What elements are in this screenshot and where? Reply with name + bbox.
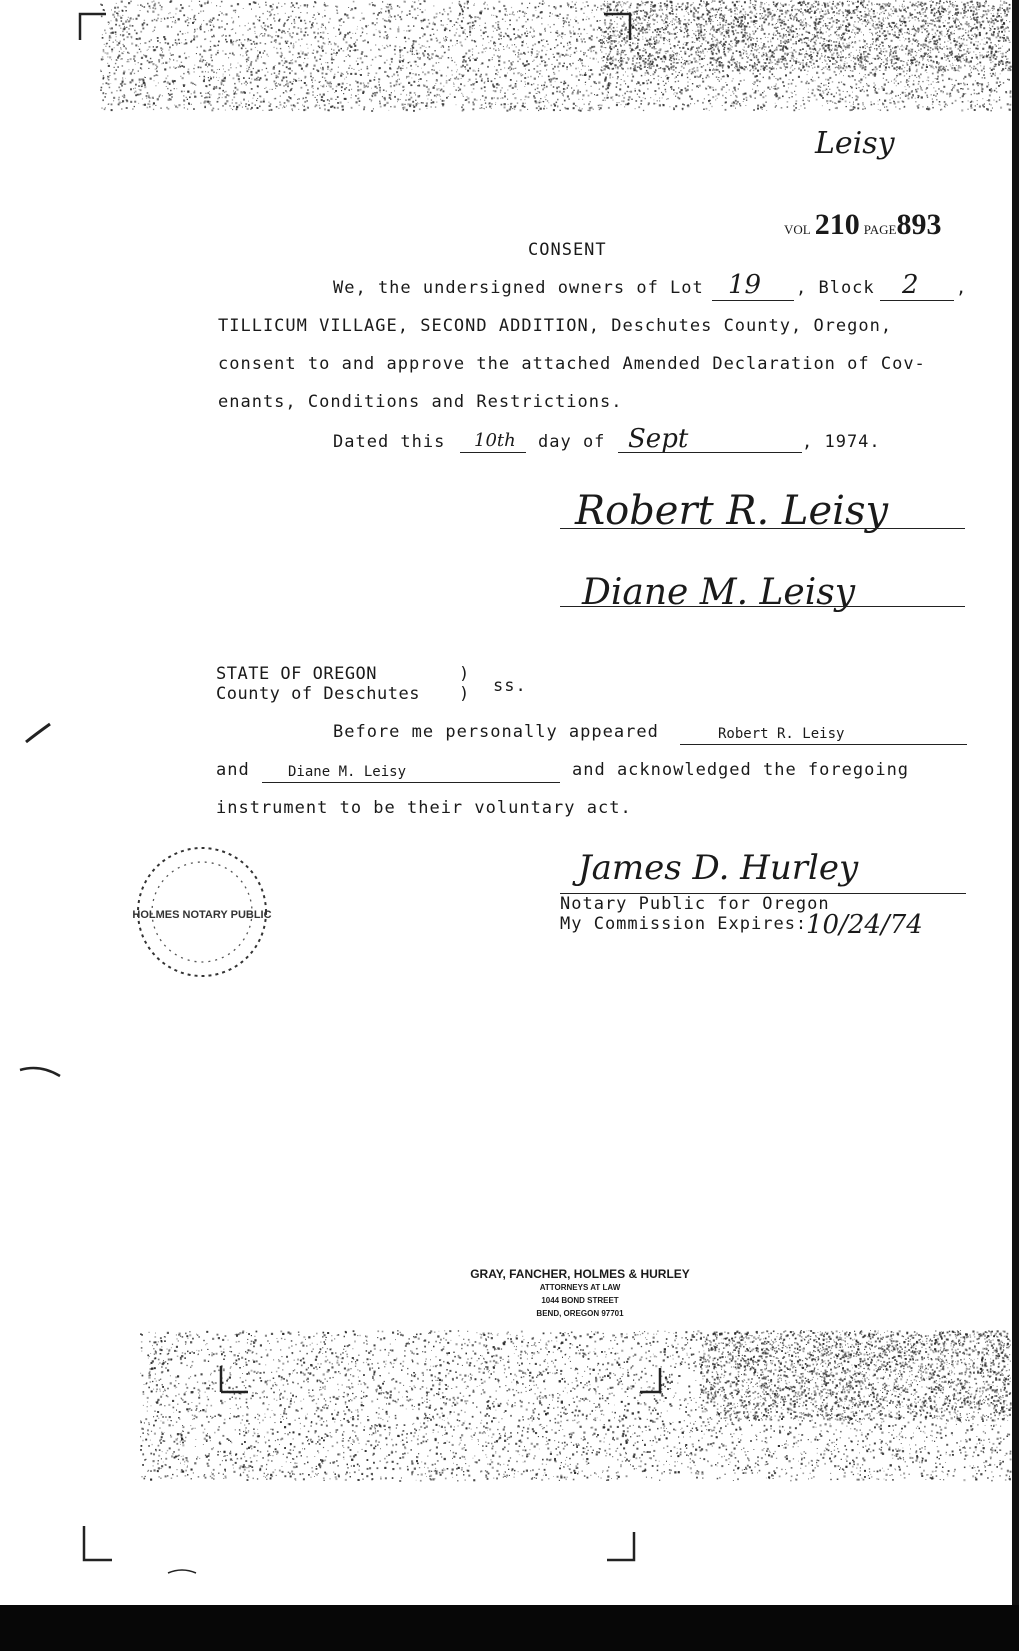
- dated-month: Sept: [628, 424, 689, 454]
- document-title: CONSENT: [528, 240, 607, 260]
- firm-city: BEND, OREGON 97701: [536, 1309, 624, 1318]
- acknowledgment-line-3: instrument to be their voluntary act.: [216, 798, 632, 818]
- edge-mark-left: [20, 1068, 60, 1076]
- acknowledgment-line-2-suffix: and acknowledged the foregoing: [572, 760, 910, 780]
- venue-brace-1: ): [459, 664, 471, 684]
- day-underline: [460, 452, 526, 453]
- scan-bottom-border: [0, 1605, 1019, 1651]
- crop-mark-bottom-left: [84, 1526, 112, 1560]
- consent-line-2: TILLICUM VILLAGE, SECOND ADDITION, Deschutes County, Oregon,: [218, 316, 893, 336]
- acknowledgment-line-1-prefix: Before me personally appeared: [333, 722, 659, 742]
- acknowledgment-and: and: [216, 760, 250, 780]
- dated-day: 10th: [474, 430, 516, 451]
- signature-line-1: [560, 528, 965, 529]
- volume-page-stamp: [784, 208, 941, 242]
- notary-expires-label: My Commission Expires:: [560, 914, 808, 934]
- firm-name: GRAY, FANCHER, HOLMES & HURLEY: [470, 1267, 690, 1281]
- dated-prefix: Dated this: [333, 432, 446, 452]
- vol-label: VOL: [784, 222, 811, 237]
- block-label: , Block: [796, 278, 875, 298]
- name-1-underline: [680, 744, 967, 745]
- consent-line-1-suffix: ,: [956, 278, 968, 298]
- dated-day-of: day of: [538, 432, 606, 452]
- lot-number: 19: [728, 270, 762, 300]
- consent-line-3: consent to and approve the attached Amended Declaration of Cov-: [218, 354, 926, 374]
- consent-line-4: enants, Conditions and Restrictions.: [218, 392, 623, 412]
- page-number: 893: [896, 208, 942, 241]
- signature-owner-2: Diane M. Leisy: [582, 572, 856, 613]
- venue-state: STATE OF OREGON: [216, 664, 378, 684]
- notary-seal: [128, 838, 276, 986]
- scan-right-edge: [1012, 0, 1019, 1605]
- annotation-leisy: Leisy: [815, 126, 895, 161]
- venue-brace-2: ): [459, 684, 471, 704]
- block-underline: [880, 300, 954, 301]
- firm-street: 1044 BOND STREET: [541, 1296, 619, 1305]
- notary-title: Notary Public for Oregon: [560, 894, 830, 914]
- block-number: 2: [902, 270, 919, 300]
- notary-expires-date: 10/24/74: [806, 910, 923, 940]
- seal-text: HOLMES NOTARY PUBLIC: [132, 909, 272, 921]
- notary-signature: James D. Hurley: [578, 848, 859, 888]
- crop-mark-top-left: [80, 14, 106, 40]
- dated-year: , 1974.: [802, 432, 881, 452]
- signature-owner-1: Robert R. Leisy: [575, 488, 889, 534]
- vol-number: 210: [814, 208, 860, 241]
- signature-line-2: [560, 606, 965, 607]
- month-underline: [618, 452, 802, 453]
- page-label: PAGE: [863, 222, 897, 237]
- crop-mark-bottom-center: [607, 1532, 634, 1560]
- crop-mark-top-center: [604, 14, 630, 40]
- edge-mark-bottom: [168, 1570, 196, 1573]
- firm-subtitle: ATTORNEYS AT LAW: [539, 1283, 621, 1292]
- name-2-underline: [262, 782, 560, 783]
- venue-county: County of Deschutes: [216, 684, 420, 704]
- acknowledgment-name-1: Robert R. Leisy: [718, 726, 845, 742]
- crop-mark-mid-right: [640, 1368, 660, 1392]
- edge-mark-left-2: [26, 724, 50, 742]
- consent-line-1-prefix: We, the undersigned owners of Lot: [333, 278, 704, 298]
- venue-ss: ss.: [493, 676, 527, 696]
- lot-underline: [712, 300, 794, 301]
- acknowledgment-name-2: Diane M. Leisy: [288, 764, 407, 780]
